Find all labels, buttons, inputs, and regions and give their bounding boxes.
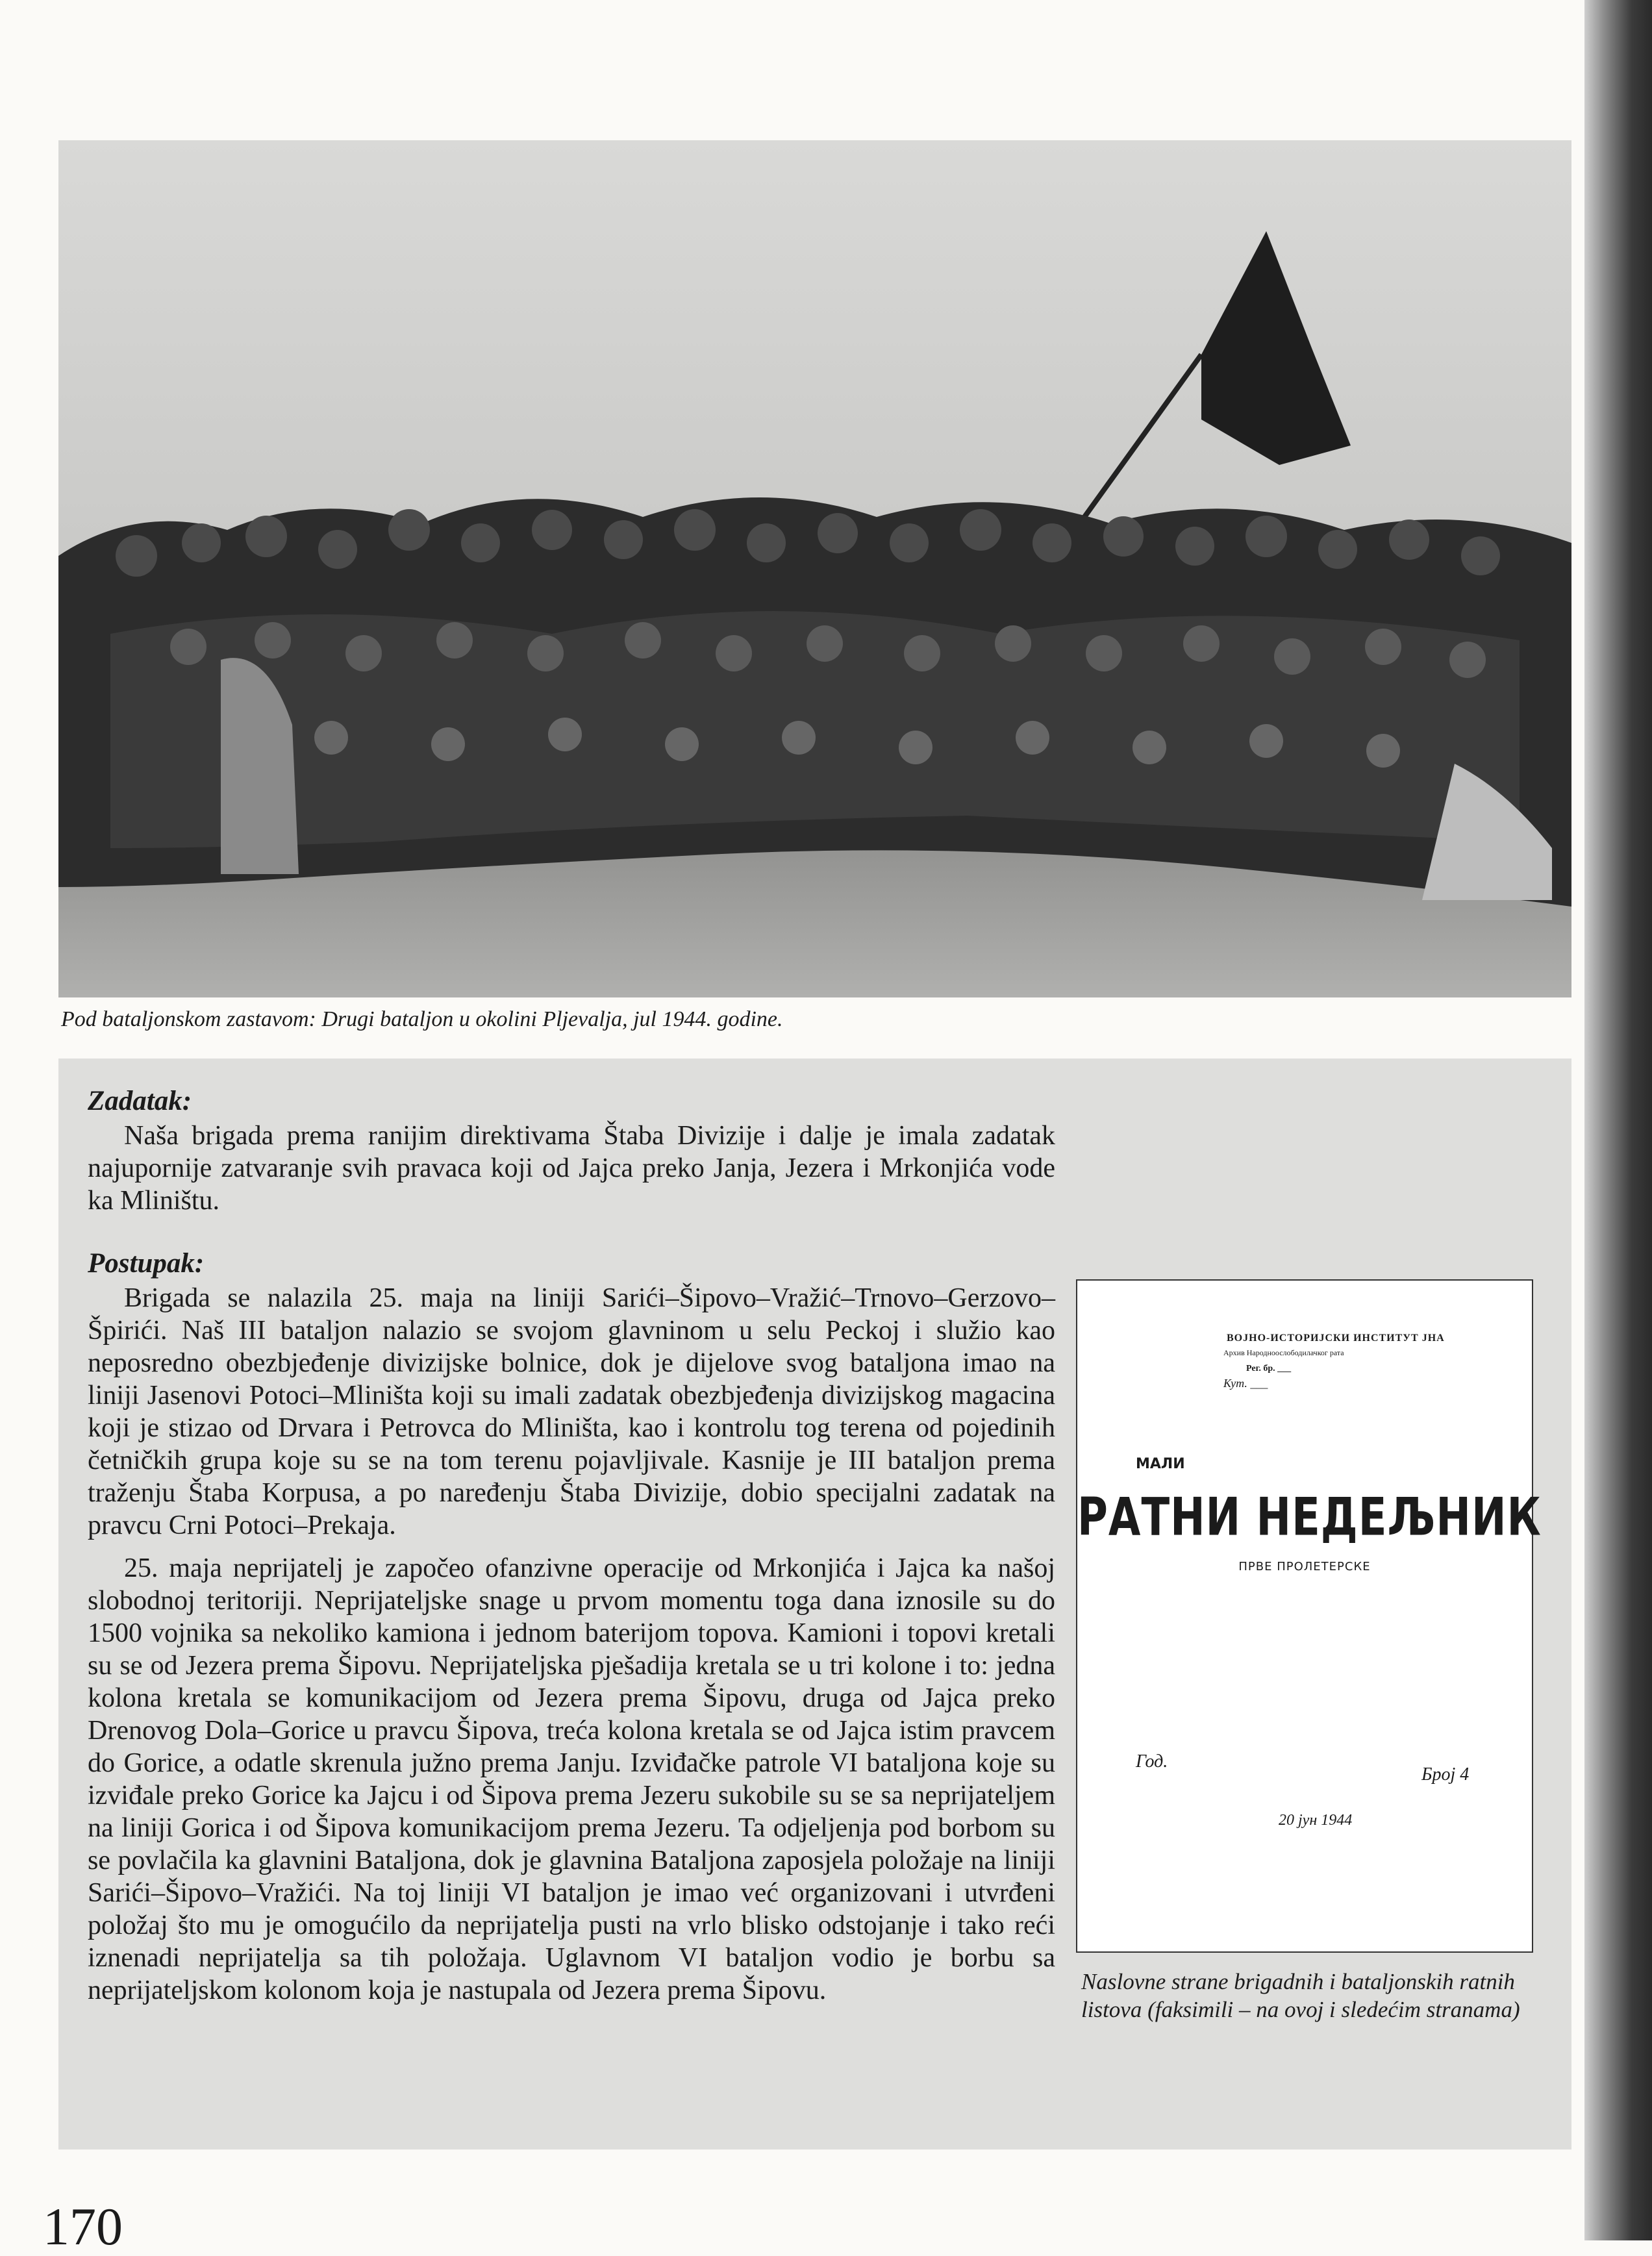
battalion-photograph — [58, 140, 1571, 997]
handwritten-date: 20 јун 1944 — [1279, 1812, 1353, 1829]
page-number: 170 — [43, 2197, 123, 2256]
newspaper-facsimile — [1076, 1279, 1542, 1953]
paragraph-postupak-1: Brigada se nalazila 25. maja na liniji Sarići–Šipovo–Vražić–Trnovo–Gerzovo–Špirići. Naš III bataljon nalazio se svojom glavninom u selu Peckoj i služio kao neposredno obezbjeđenje divizijske bolnice, dok je dijelove svog bataljona imao na liniji Jasenovi Potoci–Mliništa koji su imali zadatak obezbjeđenja divizijskog magacina koji je stizao od Drvara i Petrovca do Mliništa, kao i kontrolu tog terena od pojedinih četničkih grupa koje su se na tom terenu pojavljivale. Kasnije je III bataljon prema traženju Štaba Korpusa, a po naređenju Štaba Divizije, dobio specijalni zadatak na pravcu Crni Potoci–Prekaja. — [88, 1283, 1055, 1540]
handwritten-year-label: Год. — [1136, 1751, 1168, 1772]
photo-caption: Pod bataljonskom zastavom: Drugi bataljon u okolini Pljevalja, jul 1944. godine. — [61, 1007, 783, 1031]
main-text-column — [88, 1084, 1055, 2007]
book-binding-edge — [1584, 0, 1652, 2240]
heading-postupak: Postupak: — [88, 1248, 205, 1279]
archive-stamp-line3: Рег. бр. ___ — [1246, 1364, 1292, 1373]
handwritten-issue-number: Број 4 — [1421, 1764, 1470, 1785]
paper-title: РАТНИ НЕДЕЉНИК — [1077, 1487, 1542, 1548]
paragraph-zadatak: Naša brigada prema ranijim direktivama Štaba Divizije i dalje je imala zadatak najupornije zatvaranje svih pravaca koji od Jajca preko Janja, Jezera i Mrkonjića vode ka Mliništu. — [88, 1121, 1055, 1216]
paper-kicker: МАЛИ — [1136, 1456, 1185, 1472]
archive-stamp-line4: Кут. ___ — [1223, 1377, 1268, 1390]
archive-stamp-line1: ВОЈНО-ИСТОРИЈСКИ ИНСТИТУТ ЈНА — [1227, 1333, 1445, 1344]
paper-subtitle: ПРВЕ ПРОЛЕТЕРСКЕ — [1238, 1560, 1371, 1573]
facsimile-caption: Naslovne strane brigadnih i bataljonskih ratnih listova (faksimili – na ovoj i sledećim stranama) — [1081, 1969, 1520, 2022]
archive-stamp-line2: Архив Народноослободилачког рата — [1223, 1348, 1344, 1357]
heading-zadatak: Zadatak: — [88, 1086, 192, 1116]
paragraph-postupak-2: 25. maja neprijatelj je započeo ofanzivne operacije od Mrkonjića i Jajca ka našoj slobodnoj teritoriji. Neprijateljske snage u prvom momentu toga dana iznosile su do 1500 vojnika sa nekoliko kamiona i jednom baterijom topova. Kamioni i topovi kretali su se od Jezera prema Šipovu. Neprijateljska pješadija kretala se u tri kolone i to: jedna kolona kretala se komunikacijom od Jezera prema Šipovu, druga od Jajca preko Drenovog Dola–Gorice u pravcu Šipova, treća kolona kretala se od Jajca istim pravcem do Gorice, a odatle skrenula južno prema Janju. Izviđačke patrole VI bataljona koje su izviđale preko Gorice ka Jajcu i od Šipova prema Jezeru sukobile su se sa neprijateljem na liniji Gorica i od Šipova komunikacijom prema Jezeru. Ta odjeljenja pod borbom su se povlačila ka glavnini Bataljona, dok je glavnina Bataljona zaposjela položaje na liniji Sarići–Šipovo–Vražići. Na toj liniji VI bataljon je imao već organizovani i utvrđeni položaj što mu je omogućilo da neprijatelja pusti na vrlo blisko odstojanje i tako reći iznenadi neprijatelja sa tih položaja. Uglavnom VI bataljon vodio je borbu sa neprijateljskom kolonom koja je nastupala od Jezera prema Šipovu. — [88, 1553, 1055, 2005]
text-panel — [58, 1059, 1571, 2149]
